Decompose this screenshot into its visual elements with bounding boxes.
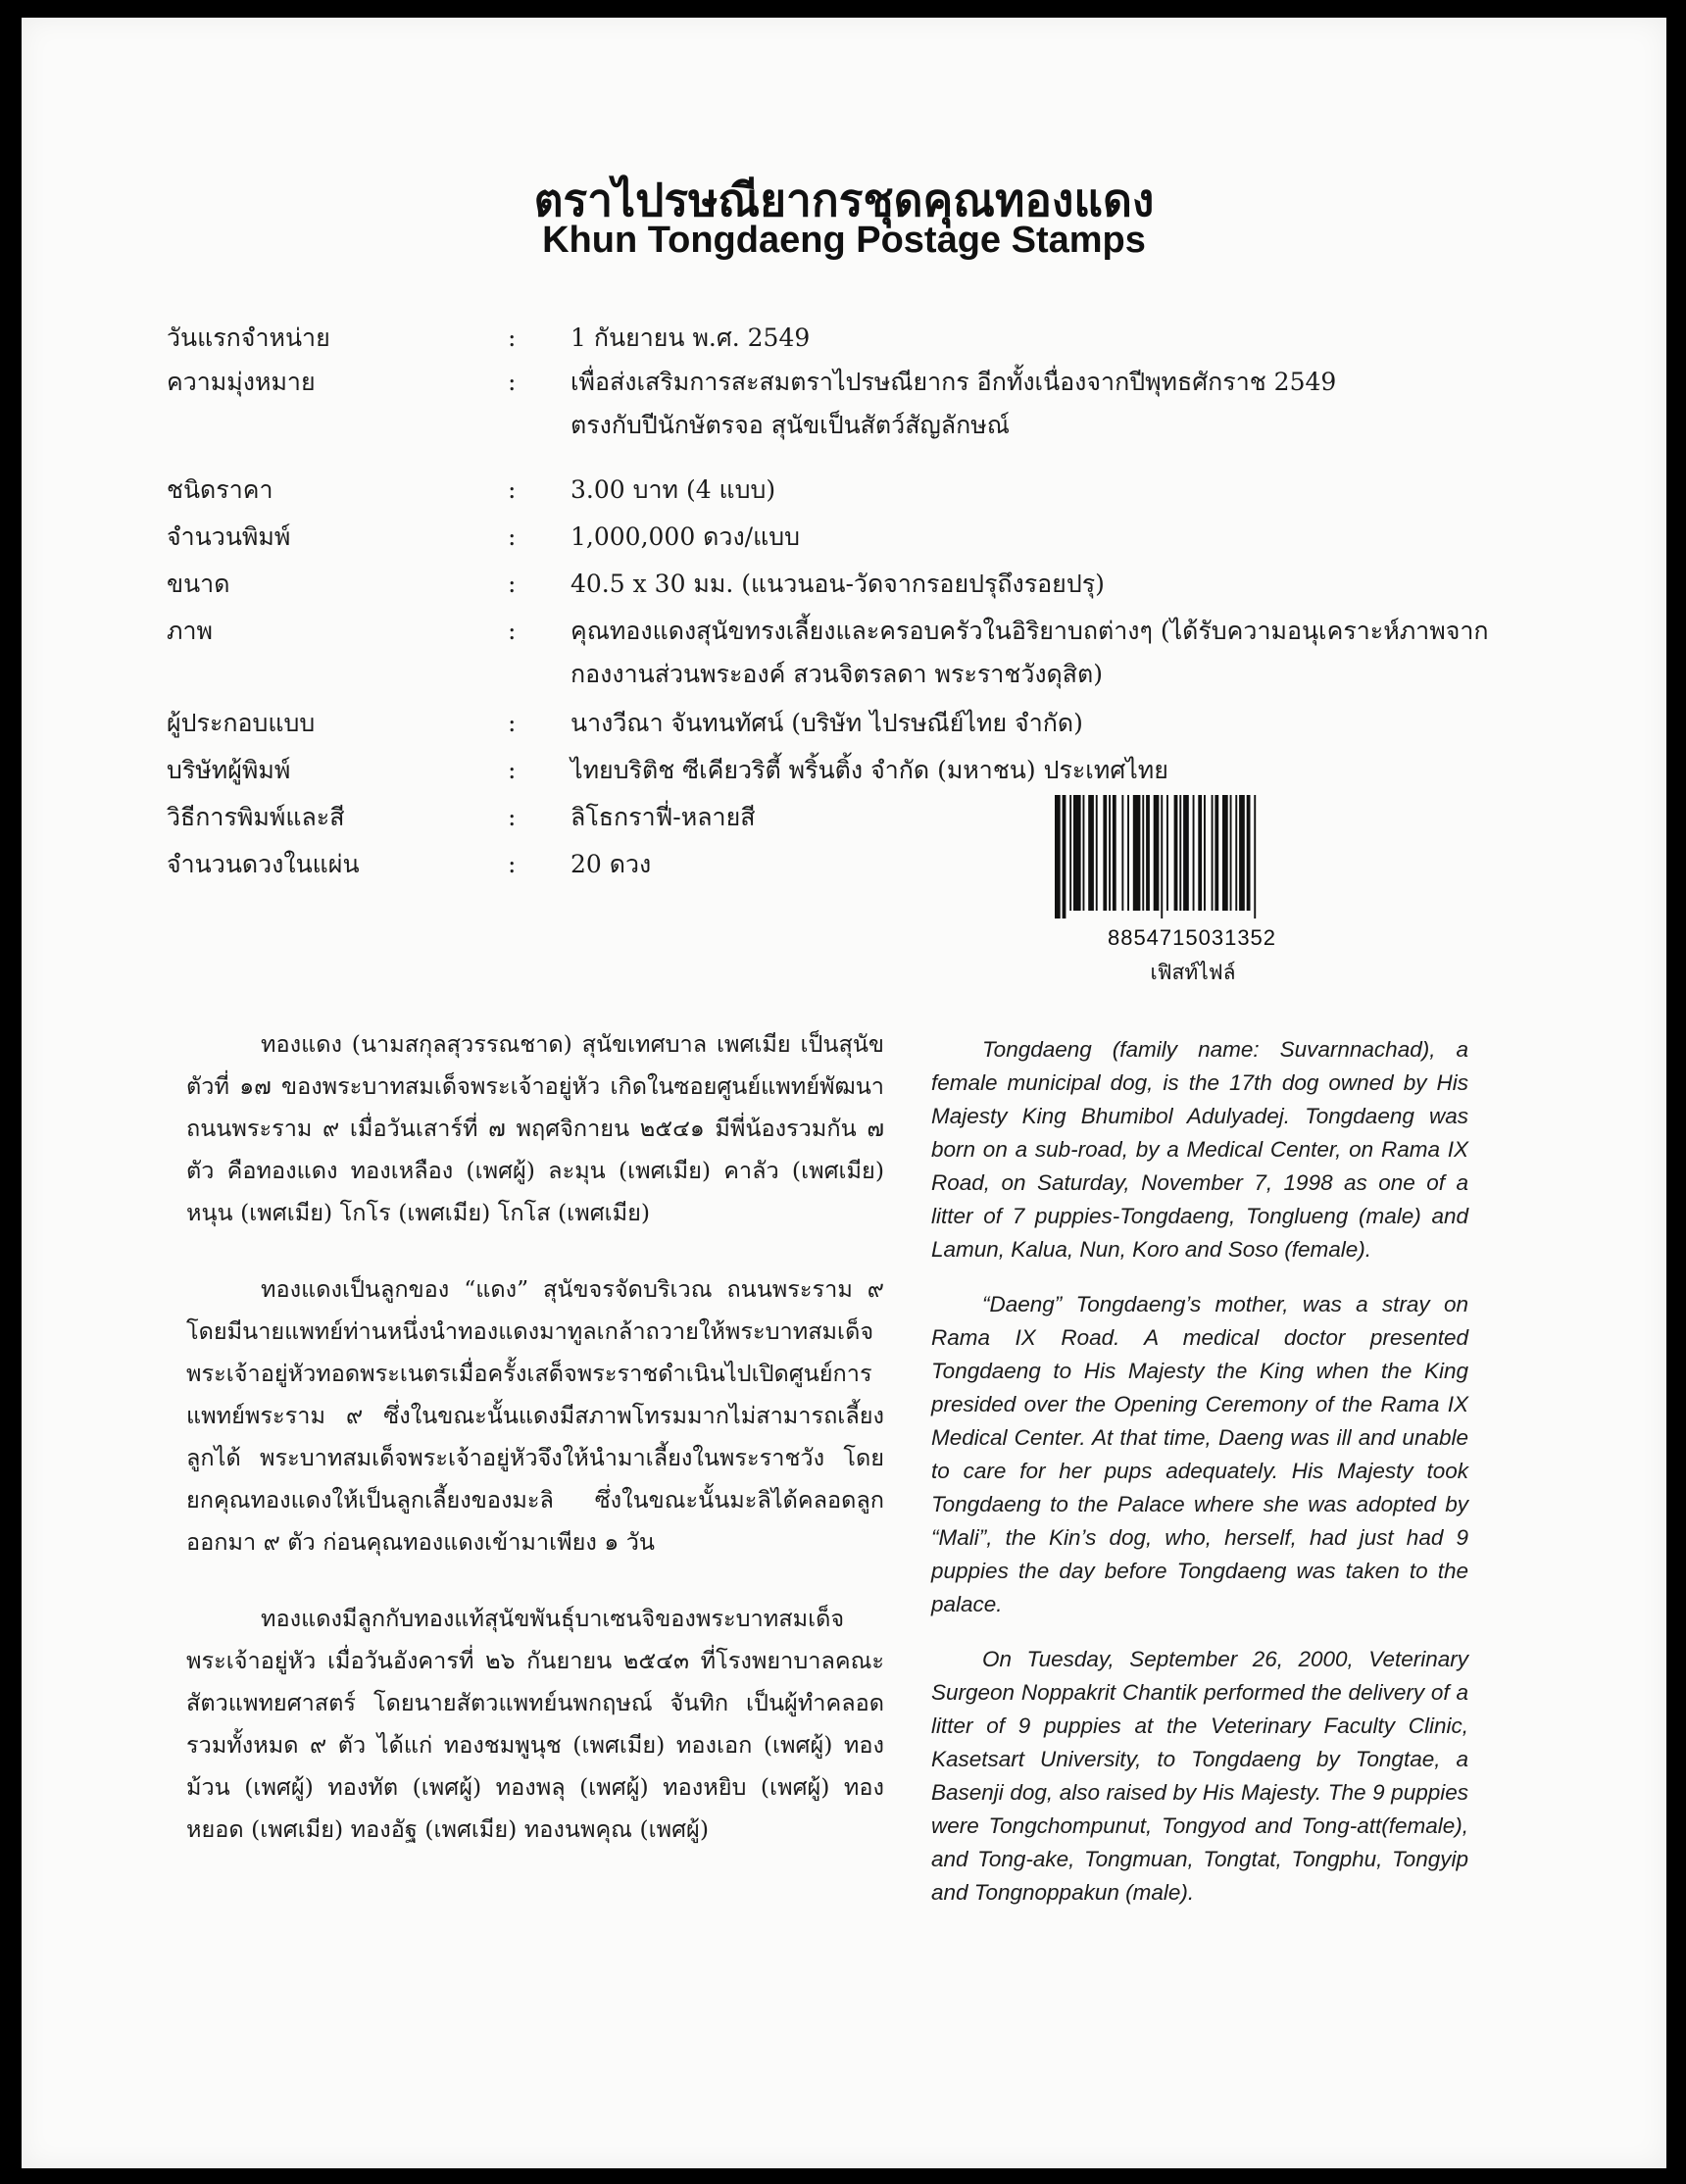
info-label: วันแรกจำหน่าย	[167, 323, 330, 352]
barcode-bar	[1179, 795, 1181, 911]
info-value: 40.5 x 30 มม. (แนวนอน-วัดจากรอยปรุถึงรอยปรุ)	[570, 570, 1105, 598]
info-value: นางวีณา จันทนทัศน์ (บริษัท ไปรษณีย์ไทย จำกัด)	[570, 709, 1083, 737]
info-colon: :	[508, 617, 517, 645]
barcode-bar	[1247, 795, 1251, 911]
barcode-bar	[1096, 795, 1098, 911]
barcode-bar	[1146, 795, 1150, 911]
title-english: Khun Tongdaeng Postage Stamps	[542, 220, 1146, 261]
barcode-bar	[1069, 795, 1071, 911]
info-value: 1 กันยายน พ.ศ. 2549	[570, 323, 811, 352]
barcode-bar	[1161, 795, 1163, 918]
barcode-bar	[1222, 795, 1228, 911]
info-colon: :	[508, 709, 517, 737]
info-label: ภาพ	[167, 617, 213, 645]
thai-paragraph-3: ทองแดงมีลูกกับทองแท้สุนัขพันธุ์บาเซนจิของพระบาทสมเด็จพระเจ้าอยู่หัว เมื่อวันอังคารที่ ๒๖ กันยายน ๒๕๔๓ ที่โรงพยาบาลคณะสัตวแพทยศาสตร์ โดยนายสัตวแพทย์นพกฤษณ์ จันทิก เป็นผู้ทำคลอดรวมทั้งหมด ๙ ตัว ได้แก่ ทองชมพูนุช (เพศเมีย) ทองเอก (เพศผู้) ทองม้วน (เพศผู้) ทองทัต (เพศผู้) ทองพลุ (เพศผู้) ทองหยิบ (เพศผู้) ทองหยอด (เพศเมีย) ทองอัฐ (เพศเมีย) ทองนพคุณ (เพศผู้)	[186, 1605, 884, 1843]
thai-text-column	[186, 1023, 884, 1885]
info-label: ขนาด	[167, 570, 230, 598]
barcode-bar	[1073, 795, 1081, 911]
info-value: เพื่อส่งเสริมการสะสมตราไปรษณียากร อีกทั้งเนื่องจากปีพุทธศักราช 2549	[570, 368, 1337, 396]
info-colon: :	[508, 522, 517, 551]
barcode-bar	[1063, 795, 1066, 918]
barcode-bar	[1235, 795, 1237, 911]
info-value: คุณทองแดงสุนัขทรงเลี้ยงและครอบครัวในอิริยาบถต่างๆ (ได้รับความอนุเคราะห์ภาพจาก	[570, 617, 1489, 645]
english-paragraph-2: “Daeng” Tongdaeng’s mother, was a stray on Rama IX Road. A medical doctor presented Tongdaeng to His Majesty the King when the King presided over the Opening Ceremony of the Rama IX Medical Center. At that time, Daeng was ill and unable to care for her pups adequately. His Majesty took Tongdaeng to the Palace where she was adopted by “Mali”, the Kin’s dog, who, herself, had just had 9 puppies the day before Tongdaeng was taken to the palace.	[931, 1292, 1468, 1616]
barcode-bar	[1183, 795, 1189, 911]
barcode-bar	[1088, 795, 1094, 911]
barcode-bar	[1166, 795, 1168, 911]
english-text-column	[931, 1033, 1468, 1931]
barcode-bar	[1212, 795, 1214, 911]
document-sheet	[22, 18, 1666, 2168]
info-label: ความมุ่งหมาย	[167, 368, 316, 396]
english-paragraph-1: Tongdaeng (family name: Suvarnnachad), a female municipal dog, is the 17th dog owned by His Majesty King Bhumibol Adulyadej. Tongdaeng was born on a sub-road, by a Medical Center, on Rama IX Road, on Saturday, November 7, 1998 as one of a litter of 7 puppies-Tongdaeng, Tonglueng (male) and Lamun, Kalua, Nun, Koro and Soso (female).	[931, 1037, 1468, 1262]
title-thai: ตราไปรษณียากรชุดคุณทองแดง	[533, 174, 1155, 226]
barcode-bar	[1133, 795, 1141, 911]
info-colon: :	[508, 570, 517, 598]
info-label: จำนวนดวงในแผ่น	[167, 850, 360, 878]
thai-paragraph-2: ทองแดงเป็นลูกของ “แดง” สุนัขจรจัดบริเวณ ถนนพระราม ๙ โดยมีนายแพทย์ท่านหนึ่งนำทองแดงมาทูลเกล้าถวายให้พระบาทสมเด็จพระเจ้าอยู่หัวทอดพระเนตรเมื่อครั้งเสด็จพระราชดำเนินไปเปิดศูนย์การแพทย์พระราม ๙ ซึ่งในขณะนั้นแดงมีสภาพโทรมมากไม่สามารถเลี้ยงลูกได้ พระบาทสมเด็จพระเจ้าอยู่หัวจึงให้นำมาเลี้ยงในพระราชวัง โดยยกคุณทองแดงให้เป็นลูกเลี้ยงของมะลิ ซึ่งในขณะนั้นมะลิได้คลอดลูกออกมา ๙ ตัว ก่อนคุณทองแดงเข้ามาเพียง ๑ วัน	[186, 1275, 884, 1556]
barcode-image	[1053, 795, 1331, 918]
barcode-bar	[1113, 795, 1116, 911]
barcode-bar	[1154, 795, 1160, 911]
info-value: ไทยบริติช ซีเคียวริตี้ พริ้นติ้ง จำกัด (มหาชน) ประเทศไทย	[570, 756, 1168, 784]
barcode-bar	[1127, 795, 1129, 911]
barcode-bar	[1198, 795, 1202, 911]
barcode-bar	[1083, 795, 1085, 911]
info-value-line2: ตรงกับปีนักษัตรจอ สุนัขเป็นสัตว์สัญลักษณ์	[570, 411, 1010, 439]
info-label: ผู้ประกอบแบบ	[167, 709, 316, 737]
barcode-bar	[1193, 795, 1195, 911]
barcode-bar	[1254, 795, 1256, 918]
barcode-bar	[1215, 795, 1218, 911]
info-label: ชนิดราคา	[167, 475, 273, 504]
info-colon: :	[508, 850, 517, 878]
barcode-bar	[1230, 795, 1232, 911]
info-colon: :	[508, 803, 517, 831]
barcode-bar	[1109, 795, 1111, 911]
info-colon: :	[508, 323, 517, 352]
barcode-label: เฟิสท์ไฟล์	[1150, 961, 1236, 984]
barcode-bar	[1121, 795, 1123, 911]
barcode-bar	[1174, 795, 1178, 911]
info-value: 20 ดวง	[570, 850, 652, 878]
info-value-line2: กองงานส่วนพระองค์ สวนจิตรลดา พระราชวังดุสิต)	[570, 660, 1104, 688]
info-value: ลิโธกราฟี่-หลายสี	[570, 803, 756, 831]
info-value: 3.00 บาท (4 แบบ)	[570, 475, 776, 504]
barcode-bar	[1103, 795, 1107, 911]
barcode-bar	[1142, 795, 1144, 911]
thai-paragraph-1: ทองแดง (นามสกุลสุวรรณชาด) สุนัขเทศบาล เพศเมีย เป็นสุนัขตัวที่ ๑๗ ของพระบาทสมเด็จพระเจ้าอยู่หัว เกิดในซอยศูนย์แพทย์พัฒนา ถนนพระราม ๙ เมื่อวันเสาร์ที่ ๗ พฤศจิกายน ๒๕๔๑ มีพี่น้องรวมกัน ๗ ตัว คือทองแดง ทองเหลือง (เพศผู้) ละมุน (เพศเมีย) คาลัว (เพศเมีย) หนุน (เพศเมีย) โกโร (เพศเมีย) โกโส (เพศเมีย)	[186, 1030, 884, 1226]
barcode-digits: 8854715031352	[1107, 925, 1277, 950]
info-colon: :	[508, 475, 517, 504]
barcode-bar	[1239, 795, 1245, 911]
barcode-bar	[1204, 795, 1206, 911]
info-label: วิธีการพิมพ์และสี	[167, 803, 345, 831]
info-colon: :	[508, 756, 517, 784]
info-label: บริษัทผู้พิมพ์	[167, 756, 291, 784]
english-paragraph-3: On Tuesday, September 26, 2000, Veterinary Surgeon Noppakrit Chantik performed the delivery of a litter of 9 puppies at the Veterinary Faculty Clinic, Kasetsart University, to Tongdaeng by Tongtae, a Basenji dog, also raised by His Majesty. The 9 puppies were Tongchompunut, Tongyod and Tong-att(female), and Tong-ake, Tongmuan, Tongtat, Tongphu, Tongyip and Tongnoppakun (male).	[931, 1647, 1468, 1905]
info-label: จำนวนพิมพ์	[167, 522, 291, 551]
barcode-bar	[1055, 795, 1061, 918]
info-value: 1,000,000 ดวง/แบบ	[570, 522, 800, 551]
info-colon: :	[508, 368, 517, 396]
